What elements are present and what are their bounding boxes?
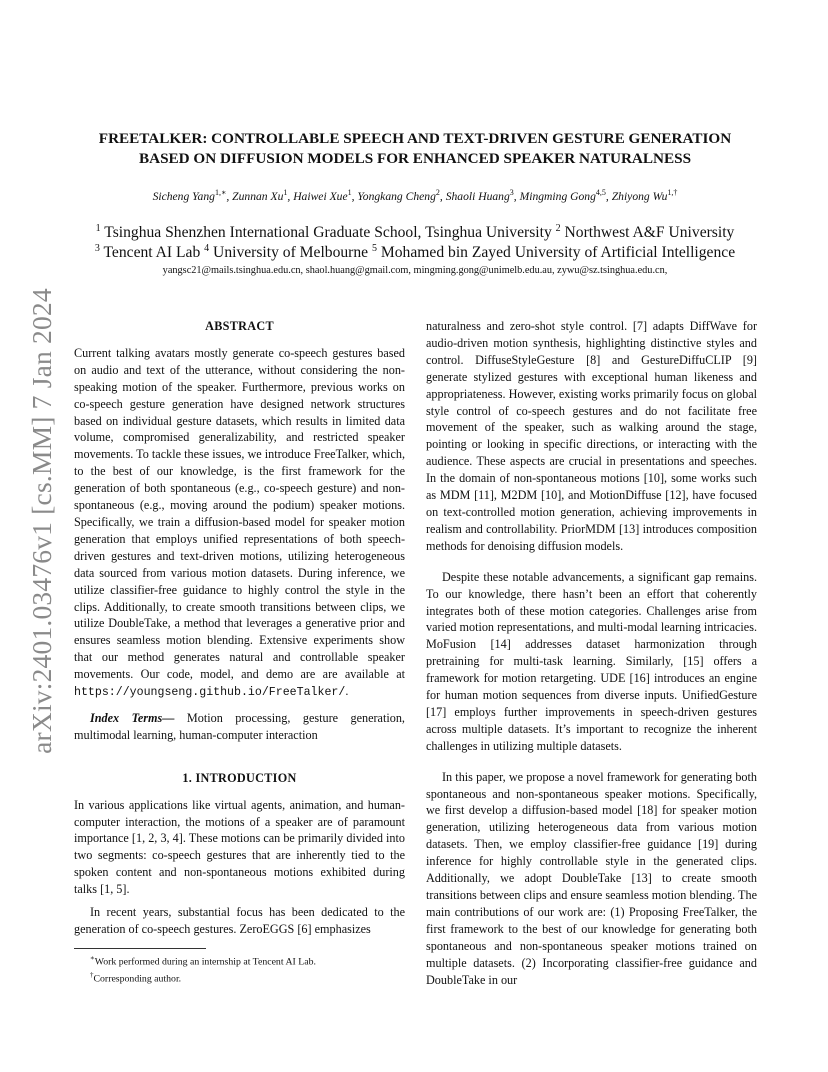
title-line-1: FREETALKER: CONTROLLABLE SPEECH AND TEXT-DRIVEN GESTURE GENERATION: [98, 130, 732, 147]
author: Zhiyong $Wu^{1,\dagger}$: [611, 188, 678, 203]
arxiv-stamp: [22, 286, 62, 756]
intro-paragraph-2: In recent years, substantial focus has been dedicated to the generation of co-speech gestures. ZeroEGGS [6] emphasizes: [74, 905, 405, 936]
abstract-heading: ABSTRACT: [205, 319, 274, 333]
footnotes: [74, 952, 405, 986]
title-line-2: BASED ON DIFFUSION MODELS FOR ENHANCED SPEAKER NATURALNESS: [138, 150, 692, 167]
author-emails: yangsc21@mails.tsinghua.edu.cn, shaol.huang@gmail.com, mingming.gong@unimelb.edu.au, zywu@sz.tsinghua.edu.cn,: [162, 265, 668, 276]
right-paragraph-1: naturalness and zero-shot style control. [7] adapts DiffWave for audio-driven motion synthesis, highlighting distinctive styles and control. DiffuseStyleGesture [8] and GestureDiffuCLIP [9] generate stylized gestures with exceptional human likeness and appropriateness. However, existing works primarily focus on global style control of co-speech gestures and do not facilitate free movement of the speaker, such as walking around the stage, pointing or looking in specific directions, or interacting with the audience. These aspects are crucial in presentations and speeches. In the domain of non-spontaneous motions [10], some works such as MDM [11], M2DM [10], and MotionDiffuse [12], have focused on text-controlled motion generation, achieving improvements in realism and controllability. PriorMDM [13] introduces composition methods for denoising diffusion models.: [426, 319, 757, 553]
intro-paragraph-1: In various applications like virtual agents, animation, and human-computer interaction, the motions of a speaker are of paramount importance [1, 2, 3, 4]. These motions can be primarily divided into two segments: co-speech gestures that are inherently tied to the spoken content and non-spontaneous motions exhibited during talks [1, 5].: [74, 797, 405, 897]
abstract-text: Current talking avatars mostly generate co-speech gestures based on audio and text of the utterance, without considering the non-speaking motion of the speaker. Furthermore, previous works on co-speech gesture generation have designed network structures based on individual gesture datasets, which results in limited data volume, compromised generalizability, and restricted speaker movements. To tackle these issues, we introduce FreeTalker, which, to the best of our knowledge, is the first framework for the generation of both spontaneous (e.g., co-speech gesture) and non-spontaneous (e.g., moving around the podium) speaker motions. Specifically, we train a diffusion-based model for speaker motion generation that employs unified representations of both speech-driven gestures and text-driven motions, utilizing heterogeneous data sourced from various motion datasets. During inference, we utilize classifier-free guidance to highly control the style in the clips. Additionally, to create smooth transitions between clips, we utilize DoubleTake, a method that leverages a generative prior and ensures seamless motion blending. Extensive experiments show that our method generates natural and controllable speaker movements. Our code, model, and demo are are available at https://youngseng.github.io/FreeTalker/.: [74, 345, 405, 700]
index-terms: Index Terms— Motion processing, gesture generation, multimodal learning, human-computer interaction: [74, 710, 405, 742]
right-paragraph-3: In this paper, we propose a novel framework for generating both spontaneous and non-spontaneous speaker motions. Specifically, we first develop a diffusion-based model [18] for speaker motion generation, utilizing heterogeneous data from various motion datasets. Then, we employ classifier-free guidance [19] during inference for highly controllable style in the generated clips. Additionally, we adopt DoubleTake [13] to create smooth transitions between clips and ensure seamless motion blending. The main contributions of our work are: (1) Proposing FreeTalker, the first framework to the best of our knowledge for generating both spontaneous and non-spontaneous speaker motions trained on multiple datasets. (2) Incorporating classifier-free guidance and DoubleTake in our: [426, 769, 757, 987]
right-column: [426, 318, 757, 988]
paper-title: [70, 129, 760, 169]
author-list: [70, 188, 760, 203]
author: Sicheng Yang$^{1,∗}$,: [152, 188, 233, 203]
author: Yongkang Cheng$^2$,: [357, 188, 446, 203]
intro-heading: 1. INTRODUCTION: [182, 770, 297, 785]
author: Mingming Gong$^{4,5}$,: [519, 188, 612, 203]
footnote-2: †Corresponding author.: [90, 970, 182, 985]
right-paragraph-2: Despite these notable advancements, a significant gap remains. To our knowledge, there hasn’t been an effort that coherently integrates both of these motion categories. Challenges arise from varied motion representations, and multi-modal learning intricacies. MoFusion [14] addresses dataset harmonization through pretraining for multi-task learning. Similarly, [15] offers a framework for motion retargeting. UDE [16] introduces an engine for human motion sequences from diverse inputs. UnifiedGesture [17] employs further improvements in speech-driven gestures across multiple datasets. It’s important to recognize the inherent challenges in utilizing multiple datasets.: [426, 569, 757, 753]
affiliations-line-2: $^3$ Tencent AI Lab $^4$ University of Melbourne $^5$ Mohamed bin Zayed University of Artificial Intelligence: [94, 243, 736, 262]
author: Zunnan Xu$^1$,: [232, 188, 294, 203]
left-column: [74, 318, 405, 938]
project-url-link[interactable]: https://youngseng.github.io/FreeTalker/: [74, 686, 346, 700]
footnote-divider: [74, 948, 206, 949]
footnote-1: ∗Work performed during an internship at Tencent AI Lab.: [90, 954, 316, 968]
affiliations-line-1: $^1$ Tsinghua Shenzhen International Graduate School, Tsinghua University $^2$ Northwest A&F University: [95, 223, 735, 242]
author: Shaoli Huang$^3$,: [445, 188, 520, 203]
author: Haiwei Xue$^1$,: [293, 188, 358, 203]
arxiv-stamp-text: arXiv:2401.03476v1 [cs.MM] 7 Jan 2024: [26, 288, 58, 754]
